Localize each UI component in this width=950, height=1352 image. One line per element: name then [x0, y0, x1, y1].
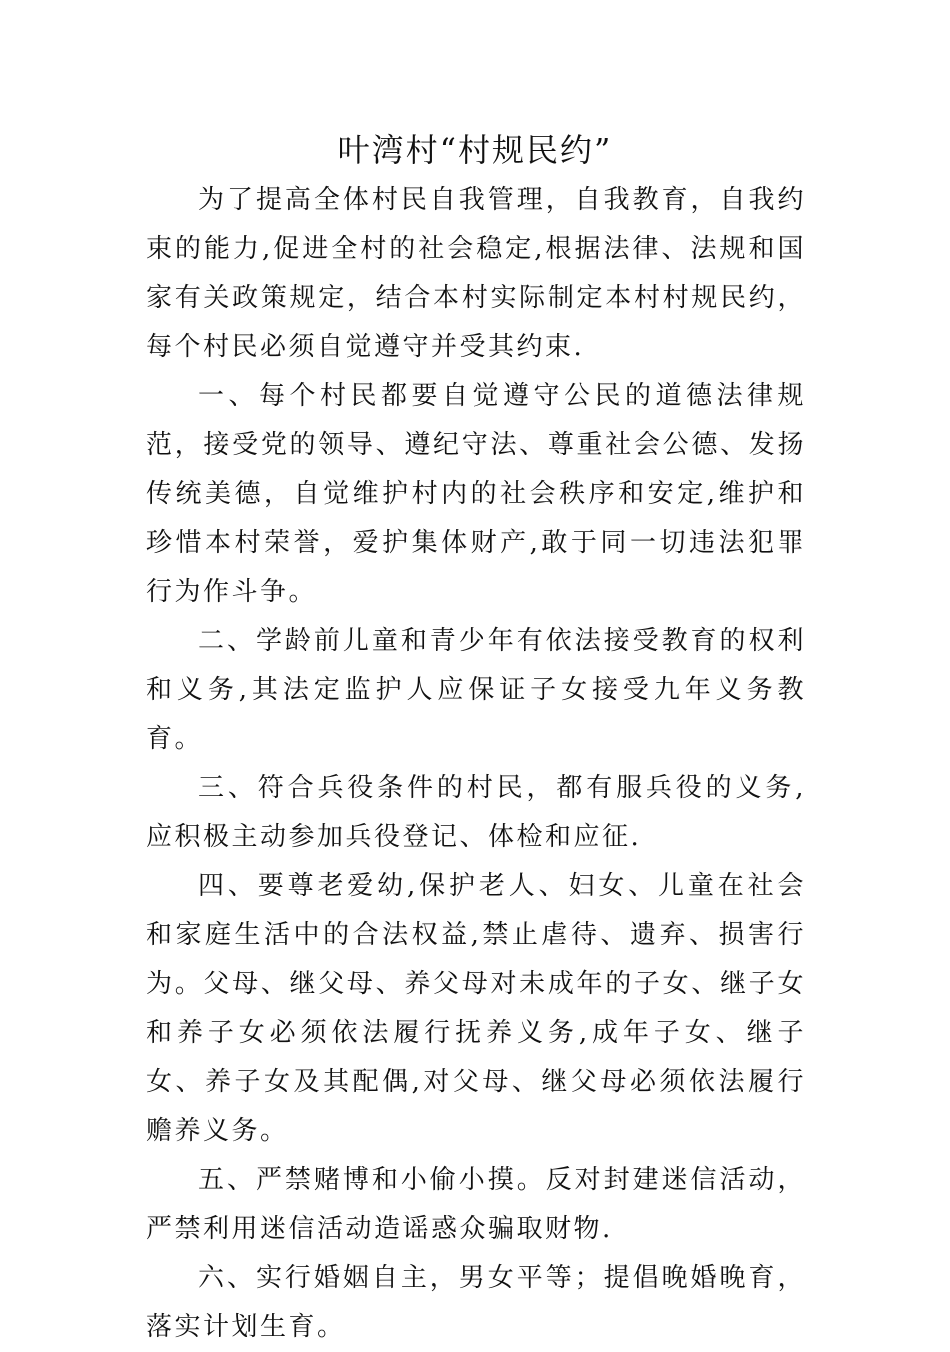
paragraph-article-4: 四、要尊老爱幼,保护老人、妇女、儿童在社会和家庭生活中的合法权益,禁止虐待、遗弃、损害行为。父母、继父母、养父母对未成年的子女、继子女和养子女必须依法履行抚养义务,成年子女、继子女、养子女及其配偶,对父母、继父母必须依法履行赡养义务。: [146, 871, 806, 1146]
document-body: [146, 176, 806, 1352]
paragraph-article-2: 二、学龄前儿童和青少年有依法接受教育的权利和义务,其法定监护人应保证子女接受九年义务教育。: [146, 626, 806, 754]
paragraph-preamble: 为了提高全体村民自我管理，自我教育，自我约束的能力,促进全村的社会稳定,根据法律、法规和国家有关政策规定，结合本村实际制定本村村规民约，每个村民必须自觉遵守并受其约束.: [146, 185, 806, 362]
paragraph-article-1: 一、每个村民都要自觉遵守公民的道德法律规范，接受党的领导、遵纪守法、尊重社会公德、发扬传统美德，自觉维护村内的社会秩序和安定,维护和珍惜本村荣誉，爱护集体财产,敢于同一切违法犯罪行为作斗争。: [146, 381, 806, 607]
paragraph-article-3: 三、符合兵役条件的村民，都有服兵役的义务,应积极主动参加兵役登记、体检和应征.: [146, 773, 806, 852]
document-title: 叶湾村“村规民约”: [337, 131, 613, 169]
paragraph-article-6: 六、实行婚姻自主，男女平等；提倡晚婚晚育，落实计划生育。: [146, 1263, 806, 1342]
paragraph-article-5: 五、严禁赌博和小偷小摸。反对封建迷信活动，严禁利用迷信活动造谣惑众骗取财物.: [146, 1165, 806, 1244]
